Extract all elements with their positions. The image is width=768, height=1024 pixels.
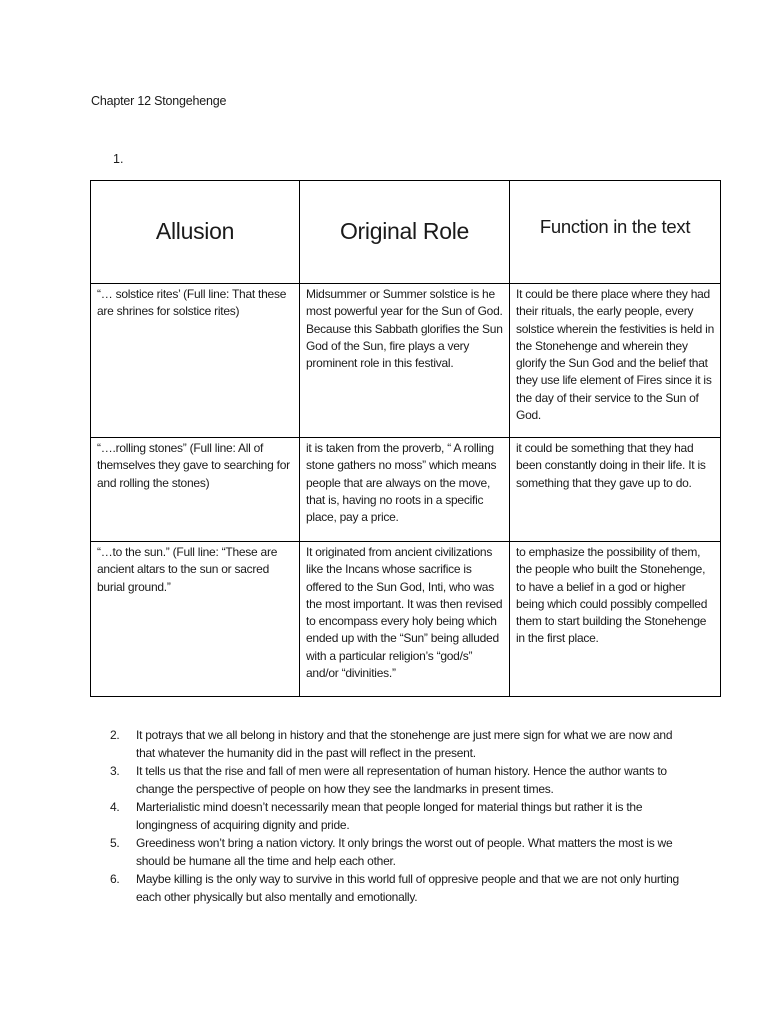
table-row [91,284,721,438]
list-item [110,834,690,870]
table-row [91,542,721,697]
answers-list [110,726,690,906]
answer-text: It tells us that the rise and fall of men were all representation of human history. Hence the author wants to change the perspective of people on how they see the landmarks in present times. [136,764,667,796]
list-item [110,798,690,834]
original-role-cell: Midsummer or Summer solstice is he most powerful year for the Sun of God. Because this Sabbath glorifies the Sun God of the Sun, fire plays a very prominent role in this festival. [300,284,510,438]
list-number: 4. [110,800,120,814]
list-number: 2. [110,728,120,742]
allusion-cell: “….rolling stones” (Full line: All of themselves they gave to searching for and rolling the stones) [91,438,300,542]
allusion-table [90,180,721,697]
list-item [110,870,690,906]
original-role-cell: it is taken from the proverb, “ A rolling stone gathers no moss” which means people that are always on the move, that is, having no roots in a specific place, pay a price. [300,438,510,542]
header-allusion: Allusion [91,181,300,284]
function-cell: to emphasize the possibility of them, the people who built the Stonehenge, to have a belief in a god or higher being which could possibly compelled them to start building the Stonehenge in the first place. [510,542,721,697]
header-function: Function in the text [510,181,721,284]
list-item [110,762,690,798]
list-number: 5. [110,836,120,850]
function-cell: it could be something that they had been constantly doing in their life. It is something that they gave up to do. [510,438,721,542]
table-row [91,438,721,542]
header-original-role: Original Role [300,181,510,284]
answer-text: Maybe killing is the only way to survive in this world full of oppresive people and that we are not only hurting each other physically but also mentally and emotionally. [136,872,679,904]
list-number: 3. [110,764,120,778]
answer-text: Marterialistic mind doesn’t necessarily mean that people longed for material things but rather it is the longingness of acquiring dignity and pride. [136,800,643,832]
allusion-cell: “…to the sun.” (Full line: “These are ancient altars to the sun or sacred burial ground.” [91,542,300,697]
function-cell: It could be there place where they had their rituals, the early people, every solstice wherein the festivities is held in the Stonehenge and wherein they glorify the Sun God and the belief that they use life element of Fires since it is the day of their service to the Sun of God. [510,284,721,438]
answer-text: Greediness won’t bring a nation victory. It only brings the worst out of people. What matters the most is we should be humane all the time and help each other. [136,836,673,868]
answer-text: It potrays that we all belong in history and that the stonehenge are just mere sign for what we are now and that whatever the humanity did in the past will reflect in the present. [136,728,673,760]
table-header-row [91,181,721,284]
allusion-cell: “… solstice rites’ (Full line: That these are shrines for solstice rites) [91,284,300,438]
page-title: Chapter 12 Stongehenge [91,94,227,108]
list-item [110,726,690,762]
original-role-cell: It originated from ancient civilizations like the Incans whose sacrifice is offered to the Sun God, Inti, who was the most important. It was then revised to encompass every holy being which ended up with the “Sun” being alluded with a particular religion’s “god/s” and/or “divinities.” [300,542,510,697]
list-number: 6. [110,872,120,886]
list-number: 1. [113,152,124,166]
